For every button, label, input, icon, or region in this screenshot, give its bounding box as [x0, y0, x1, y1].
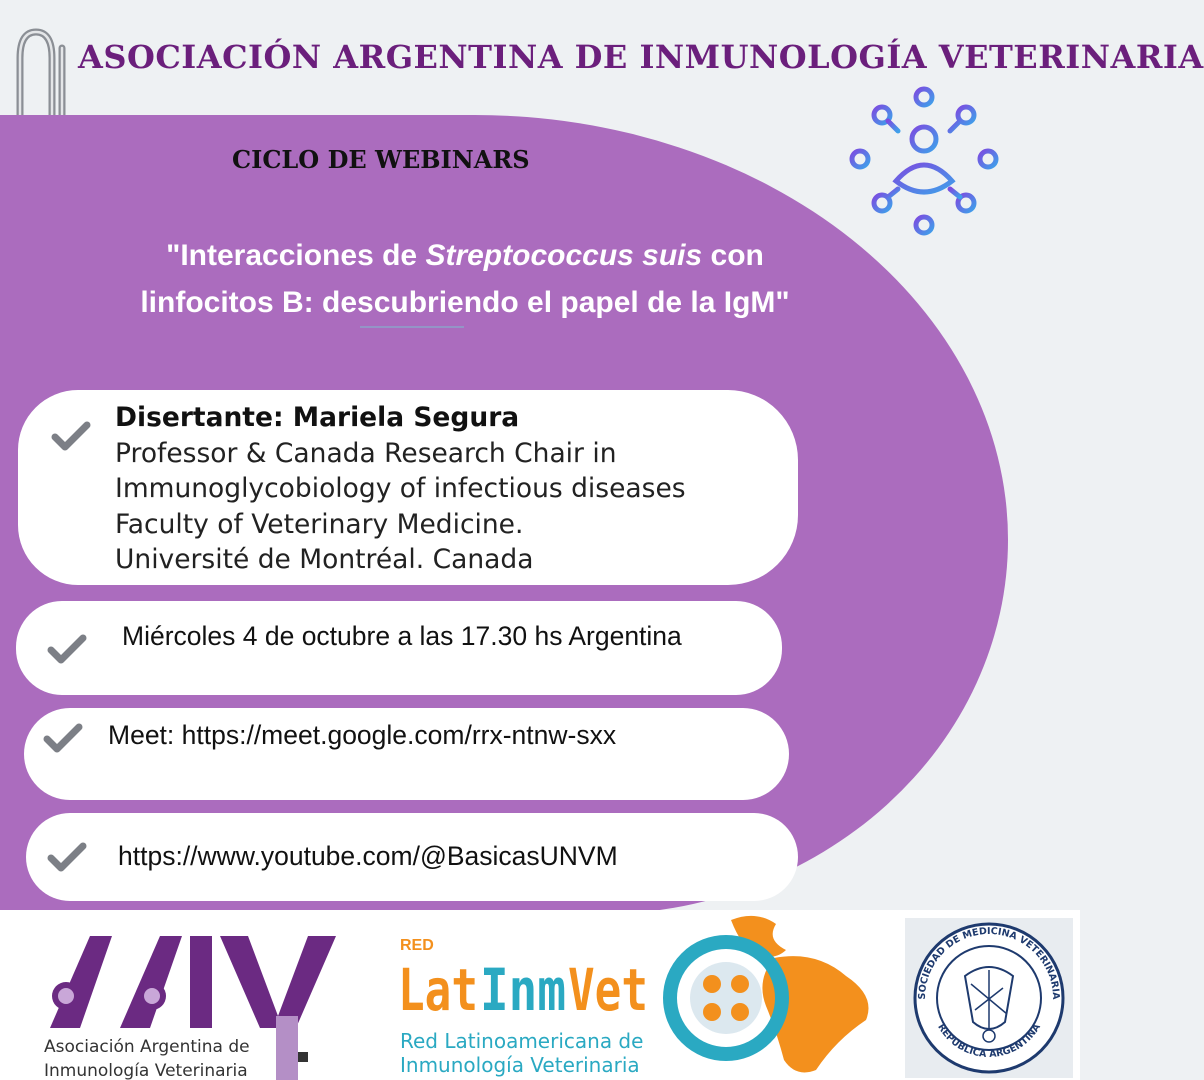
check-icon — [46, 841, 88, 873]
speaker-line: Professor & Canada Research Chair in — [115, 437, 617, 469]
webinar-series-label: CICLO DE WEBINARS — [232, 145, 530, 174]
youtube-link[interactable]: https://www.youtube.com/@BasicasUNVM — [118, 841, 618, 871]
aaiv-logo — [40, 928, 360, 1080]
latinmvet-vet: Vet — [568, 956, 648, 1024]
aaiv-name-1: Asociación Argentina de — [44, 1037, 250, 1057]
talk-title — [40, 232, 890, 326]
talk-title-line2: linfocitos B: descubriendo el papel de la IgM" — [140, 286, 790, 319]
date-card — [16, 601, 782, 695]
red-name-1: Red Latinoamericana de — [400, 1029, 644, 1053]
talk-title-rest: con — [702, 239, 764, 272]
seal-bottom-text: REPUBLICA ARGENTINA — [935, 1021, 1043, 1061]
speaker-info — [115, 400, 686, 578]
talk-title-species: Streptococcus suis — [425, 239, 703, 272]
date-text: Miércoles 4 de octubre a las 17.30 hs Argentina — [122, 621, 682, 651]
speaker-card — [18, 390, 798, 585]
network-person-icon — [848, 85, 1000, 237]
speaker-line: Immunoglycobiology of infectious diseases — [115, 473, 686, 504]
red-name-2: Inmunología Veterinaria — [400, 1053, 640, 1077]
check-icon — [46, 633, 88, 665]
check-icon — [42, 722, 84, 754]
seal-top-text: SOCIEDAD DE MEDICINA VETERINARIA — [916, 925, 1062, 1000]
page-title: ASOCIACIÓN ARGENTINA DE INMUNOLOGÍA VETERINARIA — [78, 38, 1204, 76]
speaker-name: Disertante: Mariela Segura — [115, 402, 520, 433]
talk-title-open: "Interacciones de — [166, 239, 426, 272]
aaiv-name-2: Inmunología Veterinaria — [44, 1061, 248, 1080]
speaker-line: Université de Montréal. Canada — [115, 544, 534, 575]
logos-strip — [0, 910, 1080, 1080]
latinmvet-logo — [396, 910, 896, 1080]
society-seal-logo — [905, 918, 1073, 1078]
check-icon — [50, 420, 92, 452]
title-underline — [360, 326, 464, 328]
meet-link[interactable]: Meet: https://meet.google.com/rrx-ntnw-sxx — [108, 720, 617, 750]
red-small-label: RED — [400, 937, 434, 954]
latinmvet-inm: Inm — [480, 956, 566, 1024]
meet-card — [24, 708, 789, 800]
youtube-card — [26, 813, 798, 901]
speaker-line: Faculty of Veterinary Medicine. — [115, 508, 524, 540]
latinmvet-lat: Lat — [398, 956, 478, 1024]
